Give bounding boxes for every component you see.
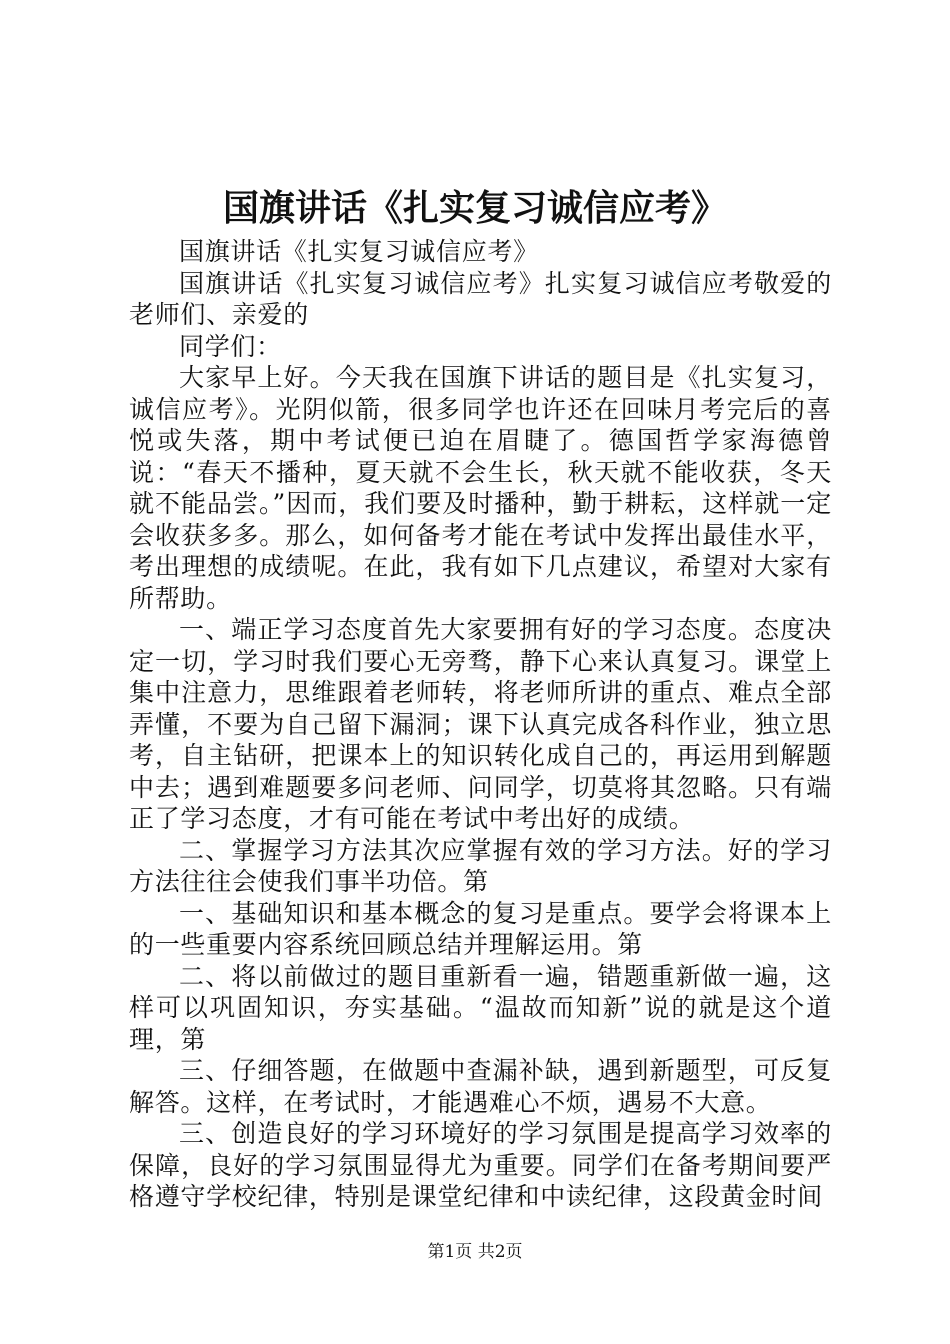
paragraph: 三、创造良好的学习环境好的学习氛围是提高学习效率的保障，良好的学习氛围显得尤为重要。同学们在备考期间要严格遵守学校纪律，特别是课堂纪律和中读纪律，这段黄金时间 [129,1119,832,1211]
paragraph: 国旗讲话《扎实复习诚信应考》 [179,237,539,266]
paragraph: 同学们： [179,331,282,361]
paragraph: 三、仔细答题，在做题中查漏补缺，遇到新题型，可反复解答。这样，在考试时，才能遇难心不烦，遇易不大意。 [129,1056,832,1117]
paragraph: 二、掌握学习方法其次应掌握有效的学习方法。好的学习方法往往会使我们事半功倍。第 [129,835,832,896]
paragraph: 国旗讲话《扎实复习诚信应考》扎实复习诚信应考敬爱的老师们、亲爱的 [129,268,832,329]
page-number-footer: 第1页 共2页 [427,1242,523,1262]
document-body [129,236,832,1213]
document-title: 国旗讲话《扎实复习诚信应考》 [222,187,727,229]
paragraph: 大家早上好。今天我在国旗下讲话的题目是《扎实复习，诚信应考》。光阴似箭，很多同学也许还在回味月考完后的喜悦或失落，期中考试便已迫在眉睫了。德国哲学家海德曾说：“春天不播种，夏天就不会生长，秋天就不能收获，冬天就不能品尝。”因而，我们要及时播种，勤于耕耘，这样就一定会收获多多。那么，如何备考才能在考试中发挥出最佳水平，考出理想的成绩呢。在此，我有如下几点建议，希望对大家有所帮助。 [129,363,832,613]
paragraph: 一、基础知识和基本概念的复习是重点。要学会将课本上的一些重要内容系统回顾总结并理解运用。第 [129,898,832,959]
paragraph: 一、端正学习态度首先大家要拥有好的学习态度。态度决定一切，学习时我们要心无旁骛，静下心来认真复习。课堂上集中注意力，思维跟着老师转，将老师所讲的重点、难点全部弄懂，不要为自己留下漏洞；课下认真完成各科作业，独立思考，自主钻研，把课本上的知识转化成自己的，再运用到解题中去；遇到难题要多问老师、问同学，切莫将其忽略。只有端正了学习态度，才有可能在考试中考出好的成绩。 [129,615,832,833]
paragraph: 二、将以前做过的题目重新看一遍，错题重新做一遍，这样可以巩固知识，夯实基础。“温故而知新”说的就是这个道理，第 [129,961,832,1054]
